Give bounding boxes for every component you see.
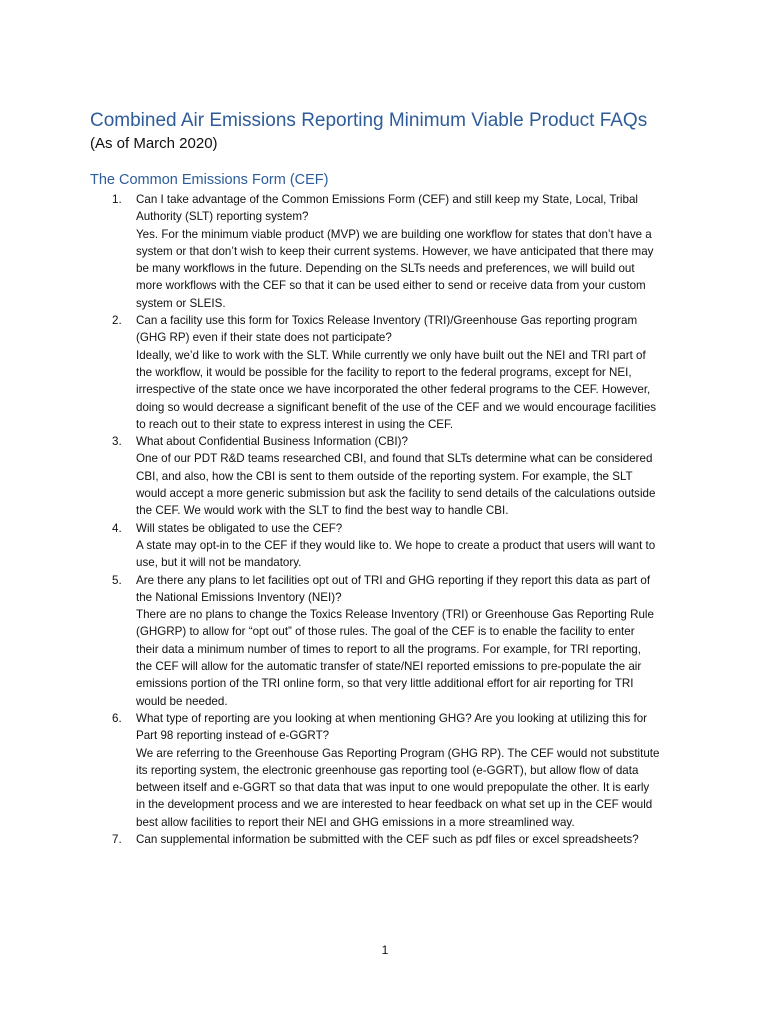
section-heading: The Common Emissions Form (CEF) bbox=[90, 172, 329, 188]
faq-number: 6. bbox=[112, 711, 122, 725]
faq-question: Are there any plans to let facilities opt out of TRI and GHG reporting if they report this data as part of the National Emissions Inventory (NEI)? bbox=[136, 573, 651, 604]
faq-item bbox=[90, 520, 660, 572]
faq-answer: We are referring to the Greenhouse Gas Reporting Program (GHG RP). The CEF would not substitute its reporting system, the electronic greenhouse gas reporting tool (e-GGRT), but allow flow of data between itself and e-GGRT so that data that was input to one would prepopulate the other. It is early in the development process and we are interested to hear feedback on what set up in the CEF would best allow facilities to report their NEI and GHG emissions in a more streamlined way. bbox=[136, 746, 660, 829]
faq-list bbox=[90, 191, 660, 848]
faq-answer: Ideally, we’d like to work with the SLT. While currently we only have built out the NEI and TRI part of the workflow, it would be possible for the facility to report to the federal programs, except for NEI, irrespective of the state once we have incorporated the other federal programs to the CEF. However, doing so would decrease a significant benefit of the use of the CEF and we would encourage facilities to reach out to their state to express interest in using the CEF. bbox=[136, 348, 657, 431]
faq-number: 3. bbox=[112, 435, 122, 449]
faq-item bbox=[90, 572, 660, 710]
page-number: 1 bbox=[381, 943, 389, 957]
document-title: Combined Air Emissions Reporting Minimum Viable Product FAQs bbox=[90, 110, 648, 131]
faq-answer: One of our PDT R&D teams researched CBI, and found that SLTs determine what can be considered CBI, and also, how the CBI is sent to them outside of the reporting system. For example, the SLT would accept a more generic submission but ask the facility to send details of the calculations outside the CEF. We would work with the SLT to find the best way to handle CBI. bbox=[136, 452, 656, 518]
faq-item bbox=[90, 433, 660, 519]
faq-answer: A state may opt-in to the CEF if they would like to. We hope to create a product that users will want to use, but it will not be mandatory. bbox=[136, 538, 656, 570]
faq-number: 1. bbox=[112, 193, 122, 206]
document-subtitle: (As of March 2020) bbox=[90, 135, 218, 152]
faq-number: 2. bbox=[112, 314, 122, 328]
faq-answer: There are no plans to change the Toxics Release Inventory (TRI) or Greenhouse Gas Reporting Rule (GHGRP) to allow for “opt out” of those rules. The goal of the CEF is to enable the facility to enter their data a minimum number of times to report to all the programs. For example, for TRI reporting, the CEF will allow for the automatic transfer of state/NEI reported emissions to pre-populate the air emissions portion of the TRI online form, so that very little additional effort for air reporting for TRI would be needed. bbox=[136, 608, 654, 708]
faq-answer: Yes. For the minimum viable product (MVP) we are building one workflow for states that don’t have a system or that don’t wish to keep their current systems. However, we have anticipated that there may be many workflows in the future. Depending on the SLTs needs and preferences, we will build out more workflows with the CEF so that it can be used either to send or receive data from your custom system or SLEIS. bbox=[136, 227, 654, 310]
faq-item bbox=[90, 312, 660, 433]
faq-question: What type of reporting are you looking at when mentioning GHG? Are you looking at utilizing this for Part 98 reporting instead of e-GGRT? bbox=[136, 711, 648, 743]
faq-item bbox=[90, 831, 660, 848]
faq-item bbox=[90, 710, 660, 831]
faq-question: Can I take advantage of the Common Emissions Form (CEF) and still keep my State, Local, Tribal Authority (SLT) reporting system? bbox=[136, 193, 638, 224]
faq-item bbox=[90, 191, 660, 312]
faq-number: 5. bbox=[112, 573, 122, 587]
faq-question: Can a facility use this form for Toxics Release Inventory (TRI)/Greenhouse Gas reporting program (GHG RP) even if their state does not participate? bbox=[136, 314, 638, 345]
faq-question: Can supplemental information be submitted with the CEF such as pdf files or excel spreadsheets? bbox=[136, 832, 639, 846]
faq-question: Will states be obligated to use the CEF? bbox=[136, 521, 343, 535]
faq-question: What about Confidential Business Information (CBI)? bbox=[136, 435, 408, 449]
faq-number: 4. bbox=[112, 521, 122, 535]
faq-number: 7. bbox=[112, 832, 122, 846]
